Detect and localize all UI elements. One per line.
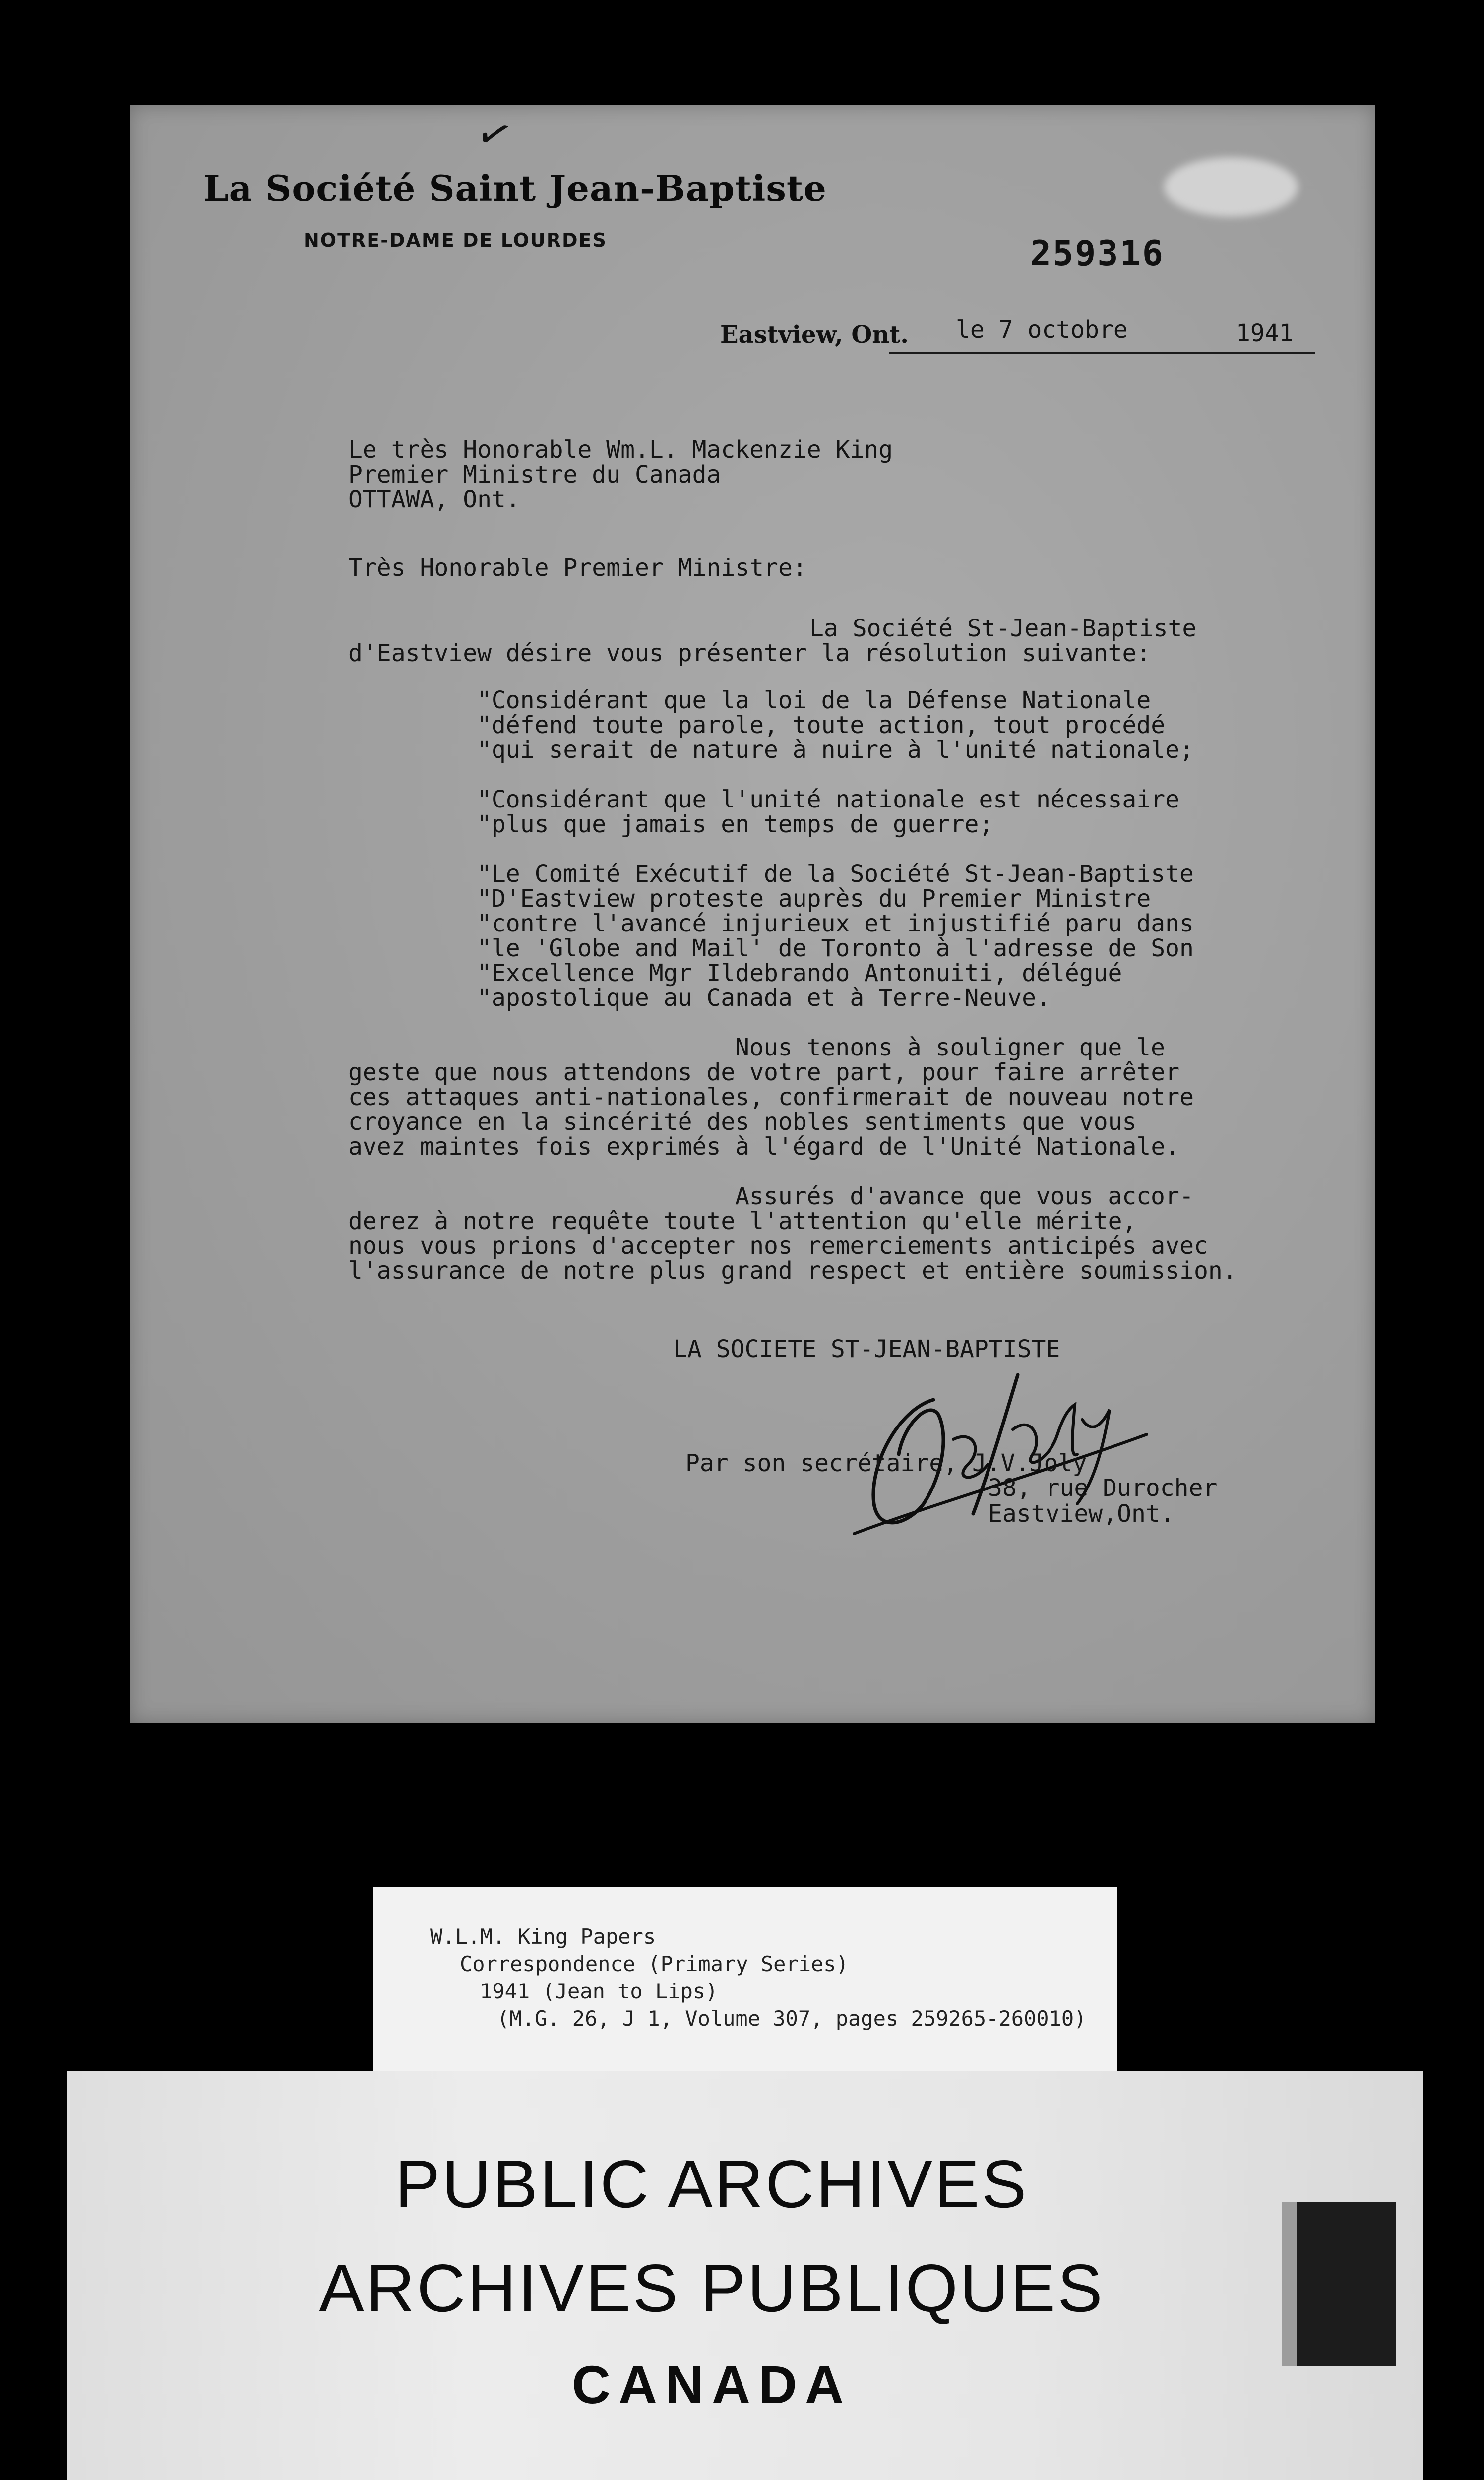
- letter-date: le 7 octobre: [956, 316, 1128, 344]
- letterhead-parish: NOTRE-DAME DE LOURDES: [304, 229, 607, 251]
- checkmark-icon: ✓: [470, 106, 519, 163]
- reference-line: Correspondence (Primary Series): [460, 1952, 849, 1976]
- recipient-line: OTTAWA, Ont.: [348, 486, 520, 513]
- recipient-line: Le très Honorable Wm.L. Mackenzie King: [348, 436, 893, 464]
- body-line: "contre l'avancé injurieux et injustifié paru dans: [477, 910, 1194, 937]
- paper-smudge: [1164, 157, 1298, 217]
- body-line: La Société St-Jean-Baptiste: [809, 615, 1197, 642]
- body-line: "le 'Globe and Mail' de Toronto à l'adresse de Son: [477, 934, 1194, 962]
- archive-title-fr: ARCHIVES PUBLIQUES: [319, 2250, 1105, 2326]
- body-line: Nous tenons à souligner que le: [735, 1034, 1165, 1061]
- body-line: "Considérant que la loi de la Défense Nationale: [477, 686, 1151, 714]
- body-line: derez à notre requête toute l'attention qu'elle mérite,: [348, 1207, 1137, 1235]
- date-rule: [889, 352, 1315, 354]
- archive-title-en: PUBLIC ARCHIVES: [395, 2146, 1029, 2222]
- grey-scale-patch: [1297, 2202, 1396, 2366]
- signed-by: Par son secrétaire, J.V.Joly: [685, 1449, 1087, 1477]
- body-line: nous vous prions d'accepter nos remerciements anticipés avec: [348, 1232, 1208, 1260]
- body-line: avez maintes fois exprimés à l'égard de l'Unité Nationale.: [348, 1133, 1180, 1161]
- body-line: Assurés d'avance que vous accor-: [735, 1182, 1194, 1210]
- body-line: geste que nous attendons de votre part, pour faire arrêter: [348, 1058, 1180, 1086]
- body-line: ces attaques anti-nationales, confirmerait de nouveau notre: [348, 1083, 1194, 1111]
- recipient-line: Premier Ministre du Canada: [348, 461, 721, 489]
- body-line: "plus que jamais en temps de guerre;: [477, 810, 993, 838]
- address-line: Eastview,Ont.: [988, 1500, 1175, 1528]
- letter-year: 1941: [1236, 319, 1294, 347]
- archive-country: CANADA: [572, 2355, 852, 2415]
- letterhead-org-name: La Société Saint Jean-Baptiste: [203, 167, 827, 209]
- salutation: Très Honorable Premier Ministre:: [348, 554, 807, 582]
- reference-card: [373, 1887, 1117, 2071]
- document-number: 259316: [1030, 233, 1165, 274]
- body-line: "défend toute parole, toute action, tout procédé: [477, 711, 1166, 739]
- body-line: l'assurance de notre plus grand respect et entière soumission.: [348, 1257, 1237, 1285]
- body-line: "apostolique au Canada et à Terre-Neuve.: [477, 984, 1051, 1012]
- closing-line: LA SOCIETE ST-JEAN-BAPTISTE: [673, 1335, 1060, 1363]
- letter-page: [130, 105, 1375, 1723]
- body-line: "Excellence Mgr Ildebrando Antonuiti, délégué: [477, 959, 1122, 987]
- body-line: "Le Comité Exécutif de la Société St-Jean-Baptiste: [477, 860, 1194, 888]
- archive-card: [67, 2071, 1423, 2480]
- body-line: d'Eastview désire vous présenter la résolution suivante:: [348, 639, 1151, 667]
- body-line: "Considérant que l'unité nationale est nécessaire: [477, 786, 1180, 813]
- letter-place: Eastview, Ont.: [720, 321, 909, 349]
- body-line: croyance en la sincérité des nobles sentiments que vous: [348, 1108, 1137, 1136]
- reference-line: W.L.M. King Papers: [430, 1924, 656, 1949]
- reference-line: 1941 (Jean to Lips): [480, 1979, 718, 2003]
- body-line: "qui serait de nature à nuire à l'unité nationale;: [477, 736, 1194, 764]
- reference-line: (M.G. 26, J 1, Volume 307, pages 259265-260010): [497, 2006, 1087, 2031]
- body-line: "D'Eastview proteste auprès du Premier Ministre: [477, 885, 1151, 913]
- address-line: 38, rue Durocher: [988, 1474, 1218, 1502]
